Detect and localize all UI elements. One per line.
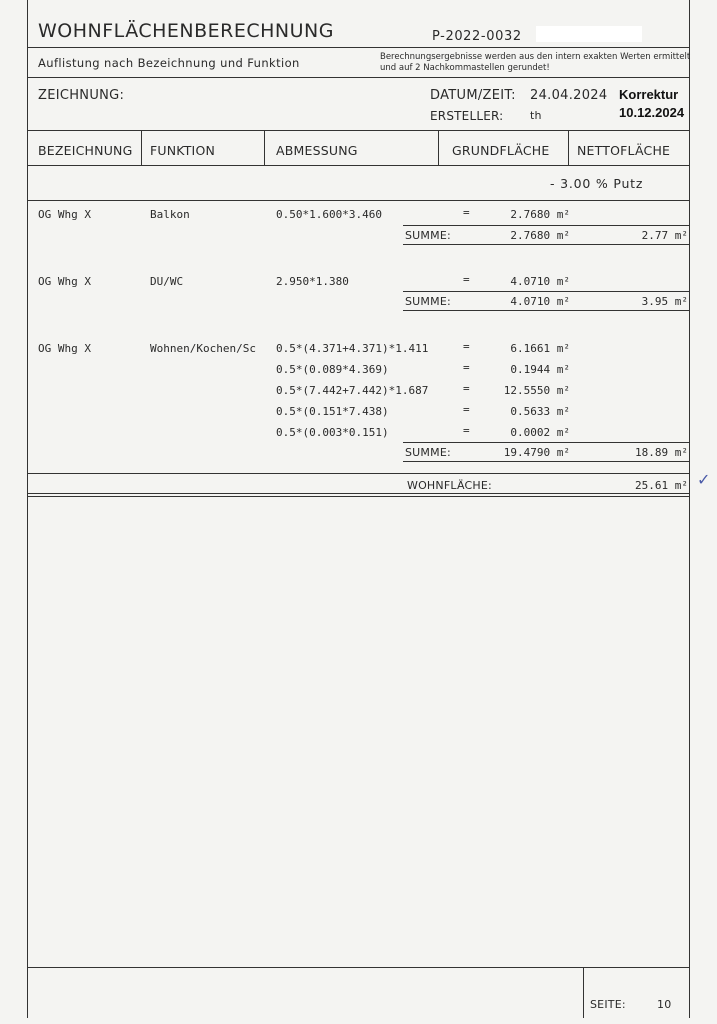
wohnflaeche-value: 25.61 m² <box>635 479 688 492</box>
rule <box>403 310 690 311</box>
ersteller-value: th <box>530 109 542 122</box>
col-bezeichnung: BEZEICHNUNG <box>38 143 133 158</box>
rule <box>403 461 690 462</box>
ersteller-label: ERSTELLER: <box>430 109 504 123</box>
rule <box>403 291 690 292</box>
col-funktion: FUNKTION <box>150 143 216 158</box>
summe-label: SUMME: <box>405 229 451 242</box>
column-divider <box>583 967 584 1018</box>
room-abmessung: 2.950*1.380 <box>276 275 349 288</box>
redaction-box <box>536 26 642 42</box>
equals-sign: = <box>463 403 470 416</box>
equals-sign: = <box>463 382 470 395</box>
room-abmessung: 0.5*(0.089*4.369) <box>276 363 389 376</box>
room-abmessung: 0.50*1.600*3.460 <box>276 208 382 221</box>
column-divider <box>141 130 142 165</box>
rule <box>27 473 690 474</box>
rule <box>27 77 690 78</box>
summe-value: 2.7680 m² <box>510 229 570 242</box>
area-value: 0.0002 m² <box>510 426 570 439</box>
rule <box>27 967 690 968</box>
room-abmessung: 0.5*(0.151*7.438) <box>276 405 389 418</box>
room-abmessung: 0.5*(4.371+4.371)*1.411 <box>276 342 429 355</box>
col-abmessung: ABMESSUNG <box>276 143 358 158</box>
rule <box>403 244 690 245</box>
column-divider <box>264 130 265 165</box>
korrektur-date: 10.12.2024 <box>619 105 685 120</box>
col-grundflaeche: GRUNDFLÄCHE <box>452 143 550 158</box>
project-number: P-2022-0032 <box>432 29 522 44</box>
rounding-note-2: und auf 2 Nachkommastellen gerundet! <box>380 63 550 73</box>
datum-label: DATUM/ZEIT: <box>430 88 516 103</box>
netto-value: 3.95 m² <box>641 295 688 308</box>
room-funktion: DU/WC <box>150 275 184 288</box>
zeichnung-label: ZEICHNUNG: <box>38 88 125 103</box>
summe-label: SUMME: <box>405 295 451 308</box>
equals-sign: = <box>463 340 470 353</box>
rule <box>403 225 690 226</box>
seite-value: 10 <box>657 998 672 1011</box>
datum-value: 24.04.2024 <box>530 88 608 103</box>
room-bezeichnung: OG Whg X <box>38 275 91 288</box>
room-abmessung: 0.5*(0.003*0.151) <box>276 426 389 439</box>
rule <box>27 130 690 131</box>
netto-value: 2.77 m² <box>641 229 688 242</box>
rule <box>27 493 690 494</box>
checkmark-icon: ✓ <box>697 470 711 489</box>
area-value: 6.1661 m² <box>510 342 570 355</box>
area-value: 12.5550 m² <box>503 384 570 397</box>
area-value: 0.1944 m² <box>510 363 570 376</box>
col-nettoflaeche: NETTOFLÄCHE <box>577 143 671 158</box>
equals-sign: = <box>463 206 470 219</box>
summe-label: SUMME: <box>405 446 451 459</box>
rule <box>27 165 690 166</box>
room-abmessung: 0.5*(7.442+7.442)*1.687 <box>276 384 429 397</box>
rounding-note-1: Berechnungsergebnisse werden aus den intern exakten Werten ermittelt <box>380 52 691 62</box>
column-divider <box>438 130 439 165</box>
room-funktion: Wohnen/Kochen/Sc <box>150 342 256 355</box>
room-bezeichnung: OG Whg X <box>38 208 91 221</box>
wohnflaeche-label: WOHNFLÄCHE: <box>407 479 492 492</box>
rule <box>27 496 690 497</box>
summe-value: 4.0710 m² <box>510 295 570 308</box>
seite-label: SEITE: <box>590 998 626 1011</box>
korrektur-label: Korrektur <box>619 87 679 102</box>
column-divider <box>568 130 569 165</box>
netto-value: 18.89 m² <box>635 446 688 459</box>
rule <box>27 200 690 201</box>
equals-sign: = <box>463 273 470 286</box>
area-value: 0.5633 m² <box>510 405 570 418</box>
summe-value: 19.4790 m² <box>503 446 570 459</box>
rule <box>403 442 690 443</box>
rule <box>27 47 690 48</box>
room-funktion: Balkon <box>150 208 190 221</box>
subtitle: Auflistung nach Bezeichnung und Funktion <box>38 56 300 70</box>
area-value: 4.0710 m² <box>510 275 570 288</box>
equals-sign: = <box>463 424 470 437</box>
room-bezeichnung: OG Whg X <box>38 342 91 355</box>
equals-sign: = <box>463 361 470 374</box>
putz-deduction: - 3.00 % Putz <box>550 176 644 191</box>
area-value: 2.7680 m² <box>510 208 570 221</box>
document-title: WOHNFLÄCHENBERECHNUNG <box>38 20 334 42</box>
